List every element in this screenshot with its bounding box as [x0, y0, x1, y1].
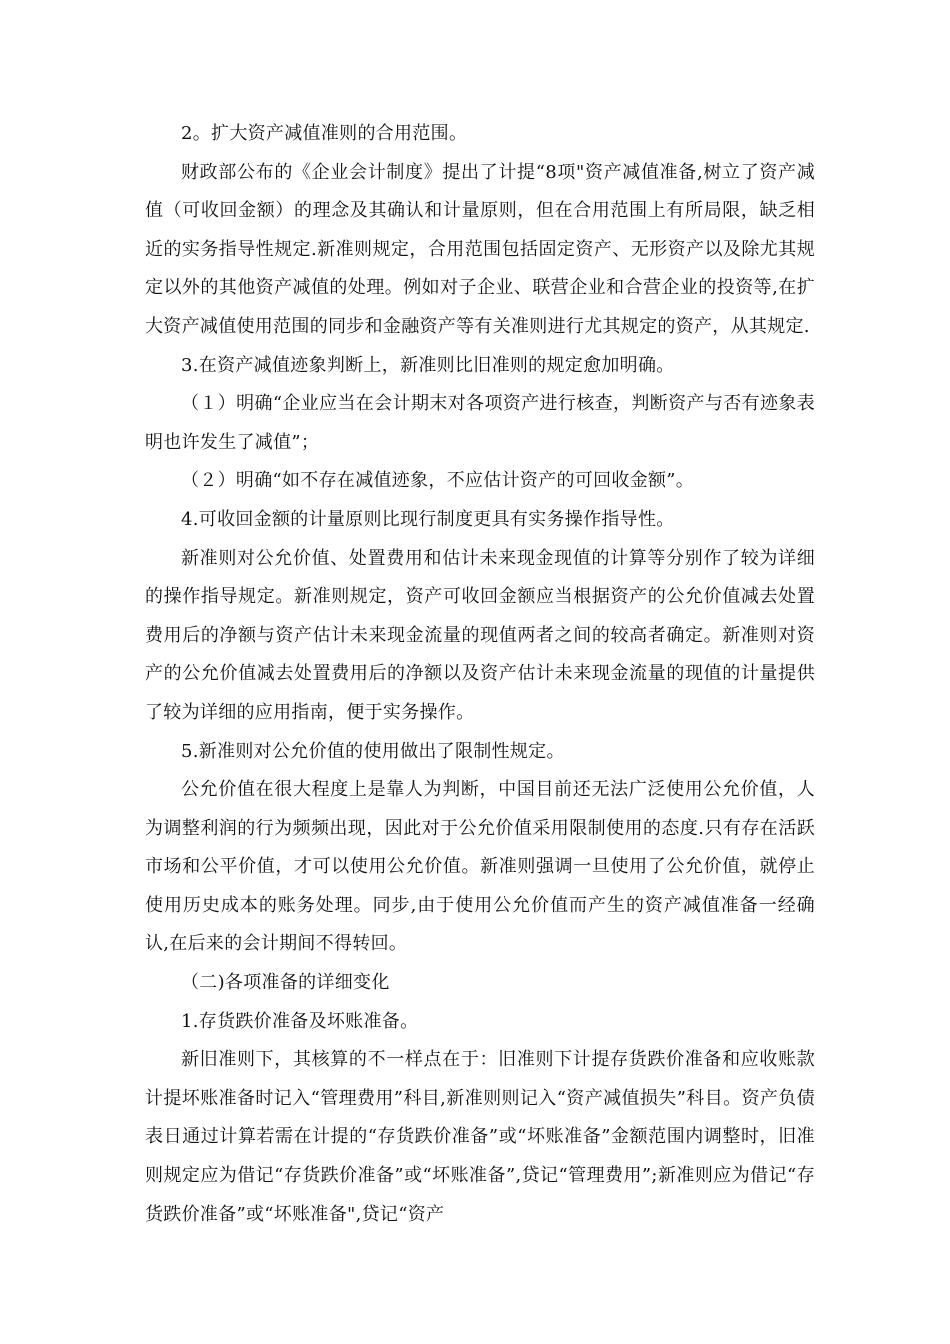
section-heading-1: 1.存货跌价准备及坏账准备。 [181, 1010, 419, 1032]
paragraph-fair-value: 公允价值在很大程度上是靠人为判断，中国目前还无法广泛使用公允价值，人为调整利润的行为频频出现，因此对于公允价值采用限制使用的态度.只有存在活跃市场和公平价值，才可以使用公允价值。新准则强调一旦使用了公允价值，就停止使用历史成本的账务处理。同步,由于使用公允价值而产生的资产减值准备一经确认,在后来的会计期间不得转回。 [145, 779, 815, 955]
paragraph-recoverable-amount: 新准则对公允价值、处置费用和估计未来现金现值的计算等分别作了较为详细的操作指导规定。新准则规定，资产可收回金额应当根据资产的公允价值减去处置费用后的净额与资产估计未来现金流量的现值两者之间的较高者确定。新准则对资产的公允价值减去处置费用后的净额以及资产估计未来现金流量的现值的计量提供了较为详细的应用指南，便于实务操作。 [145, 547, 815, 723]
paragraph-inventory-bad-debt: 新旧准则下，其核算的不一样点在于：旧准则下计提存货跌价准备和应收账款计提坏账准备时记入“管理费用”科目,新准则则记入“资产减值损失”科目。资产负债表日通过计算若需在计提的“存货跌价准备”或“坏账准备”金额范围内调整时，旧准则规定应为借记“存货跌价准备”或“坏账准备”,贷记“管理费用”;新准则应为借记“存货跌价准备”或“坏账准备",贷记“资产 [145, 1049, 815, 1225]
list-item-2: （２）明确“如不存在减值迹象，不应估计资产的可回收金额”。 [181, 470, 695, 492]
section-heading-4: 4.可收回金额的计量原则比现行制度更具有实务操作指导性。 [181, 508, 675, 530]
document-body [145, 115, 815, 1234]
list-item-1: （１）明确“企业应当在会计期末对各项资产进行核查，判断资产与否有迹象表明也许发生了减值”； [145, 393, 815, 453]
section-heading-5: 5.新准则对公允价值的使用做出了限制性规定。 [181, 740, 565, 762]
section-heading-3: 3.在资产减值迹象判断上，新准则比旧准则的规定愈加明确。 [181, 354, 675, 376]
paragraph-scope: 财政部公布的《企业会计制度》提出了计提“8项"资产减值准备,树立了资产减值（可收回金额）的理念及其确认和计量原则，但在合用范围上有所局限，缺乏相近的实务指导性规定.新准则规定，合用范围包括固定资产、无形资产以及除尤其规定以外的其他资产减值的处理。例如对子企业、联营企业和合营企业的投资等,在扩大资产减值使用范围的同步和金融资产等有关准则进行尤其规定的资产，从其规定. [145, 161, 815, 337]
section-heading-part-2: （二)各项准备的详细变化 [181, 972, 390, 994]
section-heading-2: 2。扩大资产减值准则的合用范围。 [181, 123, 468, 144]
